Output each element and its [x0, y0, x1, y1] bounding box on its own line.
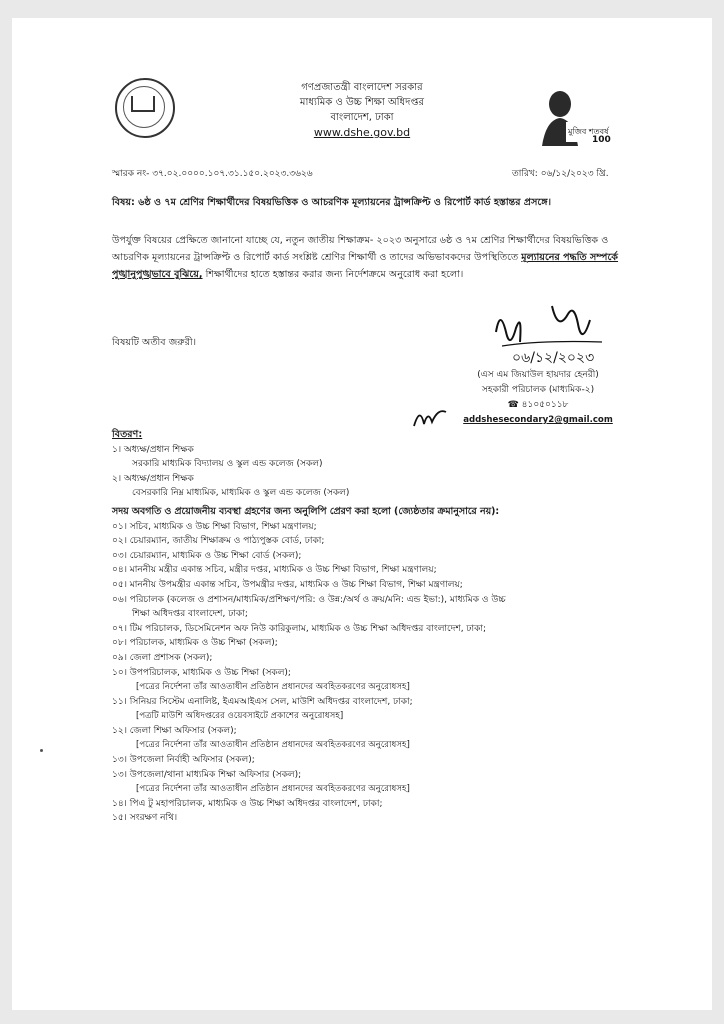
- copy-to-item: ০৯। জেলা প্রশাসক (সকল);: [112, 652, 213, 663]
- distribution-item: [112, 472, 652, 487]
- distribution-item-institution: সরকারি মাধ্যমিক বিদ্যালয় ও স্কুল এন্ড কলেজ (সকল): [132, 459, 323, 470]
- signatory-phone: ☎ ৪১০৫০১১৮: [507, 400, 569, 410]
- website-link[interactable]: www.dshe.gov.bd: [313, 126, 411, 139]
- copy-to-item: ১২। জেলা শিক্ষা অফিসার (সকল);: [112, 725, 237, 736]
- copy-to-item: ০৮। পরিচালক, মাধ্যমিক ও উচ্চ শিক্ষা (সকল);: [112, 638, 278, 649]
- letterhead: [212, 80, 512, 140]
- body-text-end: শিক্ষার্থীদের হাতে হস্তান্তর করার জন্য নির্দেশক্রমে অনুরোধ করা হলো।: [202, 269, 464, 280]
- copy-to-item: ০২। চেয়ারম্যান, জাতীয় শিক্ষাক্রম ও পাঠ্যপুস্তক বোর্ড, ঢাকা;: [112, 536, 325, 547]
- letterhead-line-2: মাধ্যমিক ও উচ্চ শিক্ষা অধিদপ্তর: [299, 97, 425, 108]
- signatory-block: [458, 368, 618, 428]
- dshe-seal-logo: [115, 78, 175, 138]
- copy-to-item: ০৭। টিম পরিচালক, ডিসেমিনেশন অফ নিউ কারিকুলাম, মাধ্যমিক ও উচ্চ শিক্ষা অধিদপ্তর বাংলাদেশ, ঢাকা;: [112, 623, 487, 634]
- distribution-item-number: ২।: [112, 473, 122, 484]
- copy-to-item: ১৫। সংরক্ষণ নথি।: [112, 813, 178, 824]
- body-text-start: উপর্যুক্ত বিষয়ের প্রেক্ষিতে জানানো যাচ্ছে যে, নতুন জাতীয় শিক্ষাক্রম- ২০২৩ অনুসারে ৬ষ্ঠ ও ৭ম শ্রেণির শিক্ষার্থীদের বিষয়ভিত্তিক ও আচরণিক মূল্যায়নের ট্রান্সক্রিপ্ট ও রিপোর্ট কার্ড সংশ্লিষ্ট শ্রেণির শিক্ষার্থী ও তাদের অভিভাবকদের উপস্থিতিতে: [112, 235, 609, 263]
- letterhead-line-3: বাংলাদেশ, ঢাকা: [330, 112, 394, 123]
- signatory-email[interactable]: addshesecondary2@gmail.com: [463, 415, 613, 425]
- copy-to-item: ০৫। মাননীয় উপমন্ত্রীর একান্ত সচিব, উপমন্ত্রীর দপ্তর, মাধ্যমিক ও উচ্চ শিক্ষা বিভাগ, শিক্ষা মন্ত্রণালয়;: [112, 579, 463, 590]
- distribution-item-recipient: অধ্যক্ষ/প্রধান শিক্ষক: [123, 473, 194, 484]
- copy-to-item: ১৩। উপজেলা/থানা মাধ্যমিক শিক্ষা অফিসার (সকল);: [112, 769, 302, 780]
- letterhead-line-1: গণপ্রজাতন্ত্রী বাংলাদেশ সরকার: [301, 82, 423, 93]
- distribution-item-number: ১।: [112, 444, 122, 455]
- handwritten-signature: [482, 302, 612, 372]
- signatory-title: সহকারী পরিচালক (মাধ্যমিক-২): [481, 385, 595, 395]
- copy-to-item: ০১। সচিব, মাধ্যমিক ও উচ্চ শিক্ষা বিভাগ, শিক্ষা মন্ত্রণালয়;: [112, 521, 317, 532]
- signature-date: ০৬/১২/২০২৩: [512, 350, 595, 366]
- copy-to-item: ০৩। চেয়ারম্যান, মাধ্যমিক ও উচ্চ শিক্ষা বোর্ড (সকল);: [112, 550, 302, 561]
- copy-to-item-continuation: শিক্ষা অধিদপ্তর বাংলাদেশ, ঢাকা;: [132, 609, 248, 620]
- memo-subject: বিষয়: ৬ষ্ঠ ও ৭ম শ্রেণির শিক্ষার্থীদের বিষয়ভিত্তিক ও আচরণিক মূল্যায়নের ট্রান্সক্রিপ্ট ও রিপোর্ট কার্ড হস্তান্তর প্রসঙ্গে।: [112, 197, 552, 208]
- distribution-item: [112, 443, 652, 458]
- copy-to-item: ১৩। উপজেলা নির্বাহী অফিসার (সকল);: [112, 755, 255, 766]
- copy-to-item: ১১। সিনিয়র সিস্টেম এনালিষ্ট, ইএমআইএস সেল, মাউশি অধিদপ্তর বাংলাদেশ, ঢাকা;: [112, 696, 413, 707]
- emblem-text-label: মুজিব শতবর্ষ: [568, 127, 609, 136]
- memo-body: [112, 232, 632, 283]
- document-page: [12, 18, 712, 1010]
- copy-to-item: ০৪। মাননীয় মন্ত্রীর একান্ত সচিব, মন্ত্রীর দপ্তর, মাধ্যমিক ও উচ্চ শিক্ষা বিভাগ, শিক্ষা মন্ত্রণালয়;: [112, 565, 437, 576]
- memo-date: তারিখ: ০৬/১২/২০২৩ খ্রি.: [512, 169, 609, 179]
- copy-to-heading: সদয় অবগতি ও প্রয়োজনীয় ব্যবস্থা গ্রহণের জন্য অনুলিপি প্রেরণ করা হলো (জ্যেষ্ঠতার ক্রমানুসারে নয়):: [112, 505, 500, 517]
- distribution-heading: বিতরণ:: [112, 429, 143, 440]
- copy-to-item-note: [পত্রের নির্দেশনা তাঁর আওতাধীন প্রতিষ্ঠান প্রধানদের অবহিতকরণের অনুরোধসহ]: [136, 740, 410, 751]
- memo-reference: স্মারক নং- ৩৭.০২.০০০০.১০৭.৩১.১৫০.২০২৩.৩৬২৬: [112, 169, 313, 179]
- copy-to-item: ১৪। পিএ টু মহাপরিচালক, মাধ্যমিক ও উচ্চ শিক্ষা অধিদপ্তর বাংলাদেশ, ঢাকা;: [112, 798, 383, 809]
- distribution-item-institution: বেসরকারি নিম্ন মাধ্যমিক, মাধ্যমিক ও স্কুল এন্ড কলেজ (সকল): [132, 488, 350, 499]
- mujib-centenary-emblem: [532, 82, 612, 146]
- copy-to-item-note: [পত্রটি মাউশি অধিদপ্তরের ওয়েবসাইটে প্রকাশের অনুরোধসহ]: [136, 711, 344, 722]
- distribution-section: [112, 428, 652, 826]
- body-text-emphasis: মূল্যায়নের পদ্ধতি সম্পর্কে পুঙ্খানুপুঙ্খভাবে বুঝিয়ে,: [112, 252, 619, 280]
- urgent-note: বিষয়টি অতীব জরুরী।: [112, 337, 197, 348]
- signatory-name: (এস এম জিয়াউল হায়দার হেনরী): [477, 370, 599, 380]
- emblem-number: 100: [592, 135, 611, 145]
- distribution-item-recipient: অধ্যক্ষ/প্রধান শিক্ষক: [123, 444, 194, 455]
- copy-to-item-note: [পত্রের নির্দেশনা তাঁর আওতাধীন প্রতিষ্ঠান প্রধানদের অবহিতকরণের অনুরোধসহ]: [136, 682, 410, 693]
- copy-to-item: ০৬। পরিচালক (কলেজ ও প্রশাসন/মাধ্যমিক/প্রশিক্ষণ/পরি: ও উন্ন:/অর্থ ও ক্রয়/মনি: এন্ড ইভা:), মাধ্যমিক ও উচ্চ: [112, 594, 506, 605]
- copy-to-item: ১০। উপপরিচালক, মাধ্যমিক ও উচ্চ শিক্ষা (সকল);: [112, 667, 291, 678]
- copy-to-item-note: [পত্রের নির্দেশনা তাঁর আওতাধীন প্রতিষ্ঠান প্রধানদের অবহিতকরণের অনুরোধসহ]: [136, 784, 410, 795]
- scan-speck: [40, 749, 43, 752]
